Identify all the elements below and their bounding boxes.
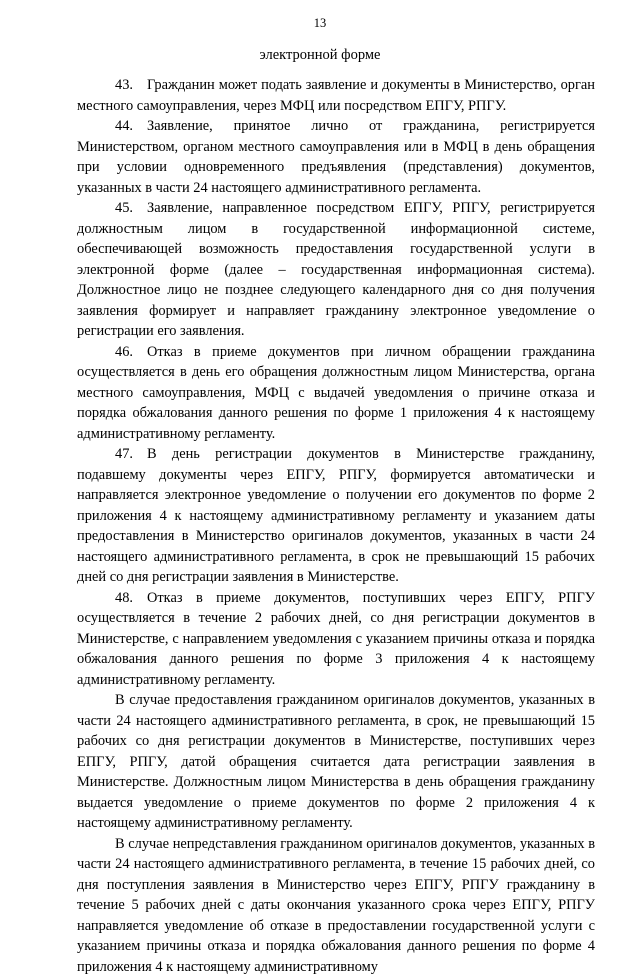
paragraph-text: Отказ в приеме документов при личном обращении гражданина осуществляется в день его обращения должностным лицом Министерства, органа местного самоуправления, МФЦ с выдачей уведомления о причине отказа и порядка обжалования данного решения по форме 1 приложения 4 к настоящему административному регламенту. bbox=[77, 344, 595, 442]
paragraph-text: В случае предоставления гражданином оригиналов документов, указанных в части 24 настоящего административного регламента, в срок, не превышающий 15 рабочих со дня регистрации документов в Министерстве, поступивших через ЕПГУ, РПГУ, датой обращения считается дата регистрации заявления в Министерстве. Должностным лицом Министерства в день обращения гражданину выдается уведомление о приеме документов по форме 2 приложения 4 к настоящему административному регламенту. bbox=[77, 692, 595, 831]
paragraph-46 bbox=[77, 342, 595, 445]
paragraph-number: 44. bbox=[115, 118, 133, 134]
paragraph-number: 43. bbox=[115, 77, 133, 93]
paragraph-text: В день регистрации документов в Министерстве гражданину, подавшему документы через ЕПГУ, РПГУ, формируется автоматически и направляется электронное уведомление о получении его документов по форме 2 приложения 4 к настоящему административному регламенту и указанием даты предоставления в Министерство оригиналов документов, указанных в части 24 настоящего административного регламента, в срок не превышающий 15 рабочих дней со дня регистрации заявления в Министерстве. bbox=[77, 446, 595, 585]
paragraph-text: Заявление, принятое лично от гражданина, регистрируется Министерством, органом местного самоуправления или в МФЦ в день обращения при условии одновременного предъявления (представления) документов, указанных в части 24 настоящего административного регламента. bbox=[77, 118, 595, 196]
document-body bbox=[77, 75, 595, 977]
paragraph-text: Отказ в приеме документов, поступивших через ЕПГУ, РПГУ осуществляется в течение 2 рабочих дней, со дня регистрации документов в Министерстве, с направлением уведомления с указанием причины отказа и порядка обжалования данного решения по форме 3 приложения 4 к настоящему административному регламенту. bbox=[77, 590, 595, 688]
paragraph-text: Заявление, направленное посредством ЕПГУ, РПГУ, регистрируется должностным лицом в государственной информационной системе, обеспечивающей возможность предоставления государственной услуги в электронной форме (далее – государственная информационная система). Должностное лицо не позднее следующего календарного дня со дня получения заявления формирует и направляет гражданину электронное уведомление о регистрации его заявления. bbox=[77, 200, 595, 339]
paragraph-45 bbox=[77, 198, 595, 342]
paragraph-number: 48. bbox=[115, 590, 133, 606]
paragraph-number: 47. bbox=[115, 446, 133, 462]
running-head: электронной форме bbox=[0, 46, 640, 64]
paragraph-47 bbox=[77, 444, 595, 588]
paragraph-number: 45. bbox=[115, 200, 133, 216]
paragraph-text: В случае непредставления гражданином оригиналов документов, указанных в части 24 настоящего административного регламента, в течение 15 рабочих дней, со дня поступления заявления в Министерство через ЕПГУ, РПГУ гражданину в течение 5 рабочих дней с даты окончания указанного срока через ЕПГУ, РПГУ направляется уведомление об отказе в предоставлении государственной услуги с указанием причины отказа и порядка обжалования данного решения по форме 4 приложения 4 к настоящему административному bbox=[77, 836, 595, 975]
paragraph-number: 46. bbox=[115, 344, 133, 360]
paragraph-43 bbox=[77, 75, 595, 116]
paragraph-44 bbox=[77, 116, 595, 198]
paragraph-original-documents-not-provided bbox=[77, 834, 595, 977]
page-number: 13 bbox=[0, 16, 640, 30]
paragraph-text: Гражданин может подать заявление и документы в Министерство, орган местного самоуправления, через МФЦ или посредством ЕПГУ, РПГУ. bbox=[77, 77, 595, 114]
paragraph-48 bbox=[77, 588, 595, 691]
paragraph-original-documents-provided bbox=[77, 690, 595, 834]
